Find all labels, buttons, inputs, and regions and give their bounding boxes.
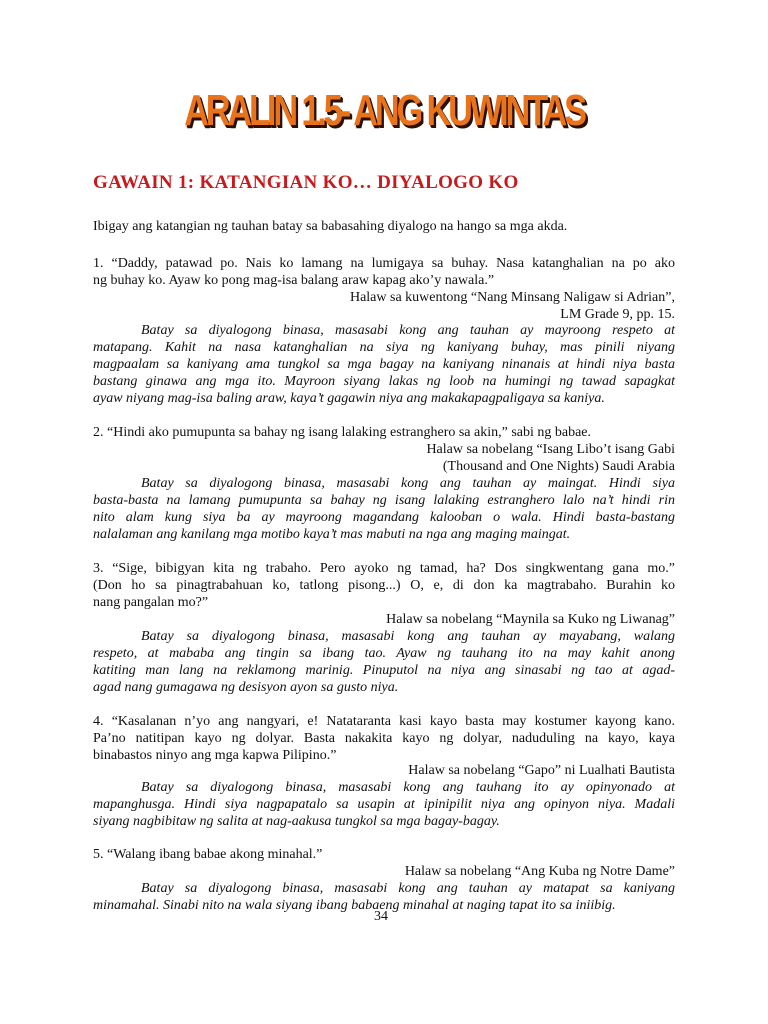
item-1-answer-line: ayaw niyang mag-isa baling araw, kaya’t gagawin niya ang makakapagpaligaya sa kaniya. xyxy=(93,391,605,406)
item-4-answer-line: Batay sa diyalogong binasa, masasabi kong ang tauhang ito ay opinyonado at xyxy=(141,780,675,795)
item-3-answer-line: agad nang gumagawa ng desisyon ayon sa gusto niya. xyxy=(93,680,399,695)
lesson-title: ARALIN 1.5- ANG KUWINTAS xyxy=(184,86,584,135)
item-2-dialogue-line: 2. “Hindi ako pumupunta sa bahay ng isang lalaking estranghero sa akin,” sabi ng babae. xyxy=(93,425,592,440)
item-3-answer-line: respeto, at mababa ang tingin sa ibang tao. Ayaw ng tauhang ito na may kahit anong xyxy=(93,646,675,661)
page-number: 34 xyxy=(374,909,388,924)
item-3-source-line: Halaw sa nobelang “Maynila sa Kuko ng Liwanag” xyxy=(386,612,675,627)
item-5-dialogue-line: 5. “Walang ibang babae akong minahal.” xyxy=(93,847,323,862)
item-4-answer-line: mapanghusga. Hindi siya nagpapatalo sa usapin at ipinipilit niya ang opinyon niya. Madali xyxy=(93,797,675,812)
item-1-answer-line: bastang ginawa ang mga ito. Mayroon siyang lakas ng loob na humingi ng tawad sapagkat xyxy=(93,374,675,389)
item-2-source-line: (Thousand and One Nights) Saudi Arabia xyxy=(442,459,675,474)
item-5-answer-line: Batay sa diyalogong binasa, masasabi kong ang tauhan ay matapat sa kaniyang xyxy=(141,881,675,896)
item-3-answer-line: Batay sa diyalogong binasa, masasabi kong ang tauhan ay mayabang, walang xyxy=(141,629,675,644)
item-3-answer-line: katiting man lang na reklamong marinig. Pinuputol na niya ang sinasabi ng tao at agad- xyxy=(93,663,675,678)
item-1-answer-line: Batay sa diyalogong binasa, masasabi kong ang tauhan ay mayroong respeto at xyxy=(141,323,675,338)
item-1-dialogue-line: 1. “Daddy, patawad po. Nais ko lamang na lumigaya sa buhay. Nasa katanghalian na po ako xyxy=(93,256,675,271)
item-4-dialogue-line: binabastos ninyo ang mga kapwa Pilipino.” xyxy=(93,748,337,763)
item-1-source-line: LM Grade 9, pp. 15. xyxy=(560,307,675,322)
item-4-dialogue-line: Pa’no natitipan kayo ng dolyar. Basta nakakita kayo ng dolyar, naduduling na kayo, kaya xyxy=(93,731,675,746)
item-5-source-line: Halaw sa nobelang “Ang Kuba ng Notre Dame” xyxy=(404,864,675,879)
item-1-answer-line: matapang. Kahit na nasa katanghalian na siya ng kaniyang buhay, mas pinili niyang xyxy=(93,340,675,355)
item-1-answer-line: magpaalam sa kaniyang ama tungkol sa mga bagay na kaniyang ninanais at hindi niya basta xyxy=(93,357,675,372)
item-3-dialogue-line: (Don ho sa pinagtrabahuan ko, tatlong pisong...) O, e, di don ka magtrabaho. Burahin ko xyxy=(93,578,675,593)
item-2-answer-line: basta-basta na lamang pumupunta sa bahay ng isang lalaking estranghero lalo na’t hindi rin xyxy=(93,493,675,508)
item-1-dialogue-line: ng buhay ko. Ayaw ko pong mag-isa balang araw kapag ako’y nawala.” xyxy=(93,273,495,288)
item-2-answer-line: Batay sa diyalogong binasa, masasabi kong ang tauhan ay maingat. Hindi siya xyxy=(141,476,675,491)
item-4-dialogue-line: 4. “Kasalanan n’yo ang nangyari, e! Natataranta kasi kayo basta may kostumer kayong kano. xyxy=(93,714,675,729)
item-3-dialogue-line: 3. “Sige, bibigyan kita ng trabaho. Pero ayoko ng tamad, ha? Dos singkwentang gana mo.” xyxy=(93,561,675,576)
item-5-answer-line: minamahal. Sinabi nito na wala siyang ibang babaeng minahal at naging tapat ito sa iniibig. xyxy=(93,898,616,913)
item-4-source-line: Halaw sa nobelang “Gapo” ni Lualhati Bautista xyxy=(408,763,675,778)
item-2-answer-line: nito alam kung siya ba ay mayroong magandang kalooban o wala. Hindi basta-bastang xyxy=(93,510,675,525)
item-3-dialogue-line: nang pangalan mo?” xyxy=(93,595,209,610)
item-2-source-line: Halaw sa nobelang “Isang Libo’t isang Gabi xyxy=(426,442,675,457)
activity-title: GAWAIN 1: KATANGIAN KO… DIYALOGO KO xyxy=(93,172,519,193)
item-4-answer-line: siyang nagbibitaw ng salita at nag-aakusa tungkol sa mga bagay-bagay. xyxy=(93,814,500,829)
instruction-text: Ibigay ang katangian ng tauhan batay sa babasahing diyalogo na hango sa mga akda. xyxy=(93,219,568,234)
item-1-source-line: Halaw sa kuwentong “Nang Minsang Naligaw si Adrian”, xyxy=(349,290,675,305)
item-2-answer-line: nalalaman ang kanilang mga motibo kaya’t mas mabuti na nga ang maging maingat. xyxy=(93,527,571,542)
